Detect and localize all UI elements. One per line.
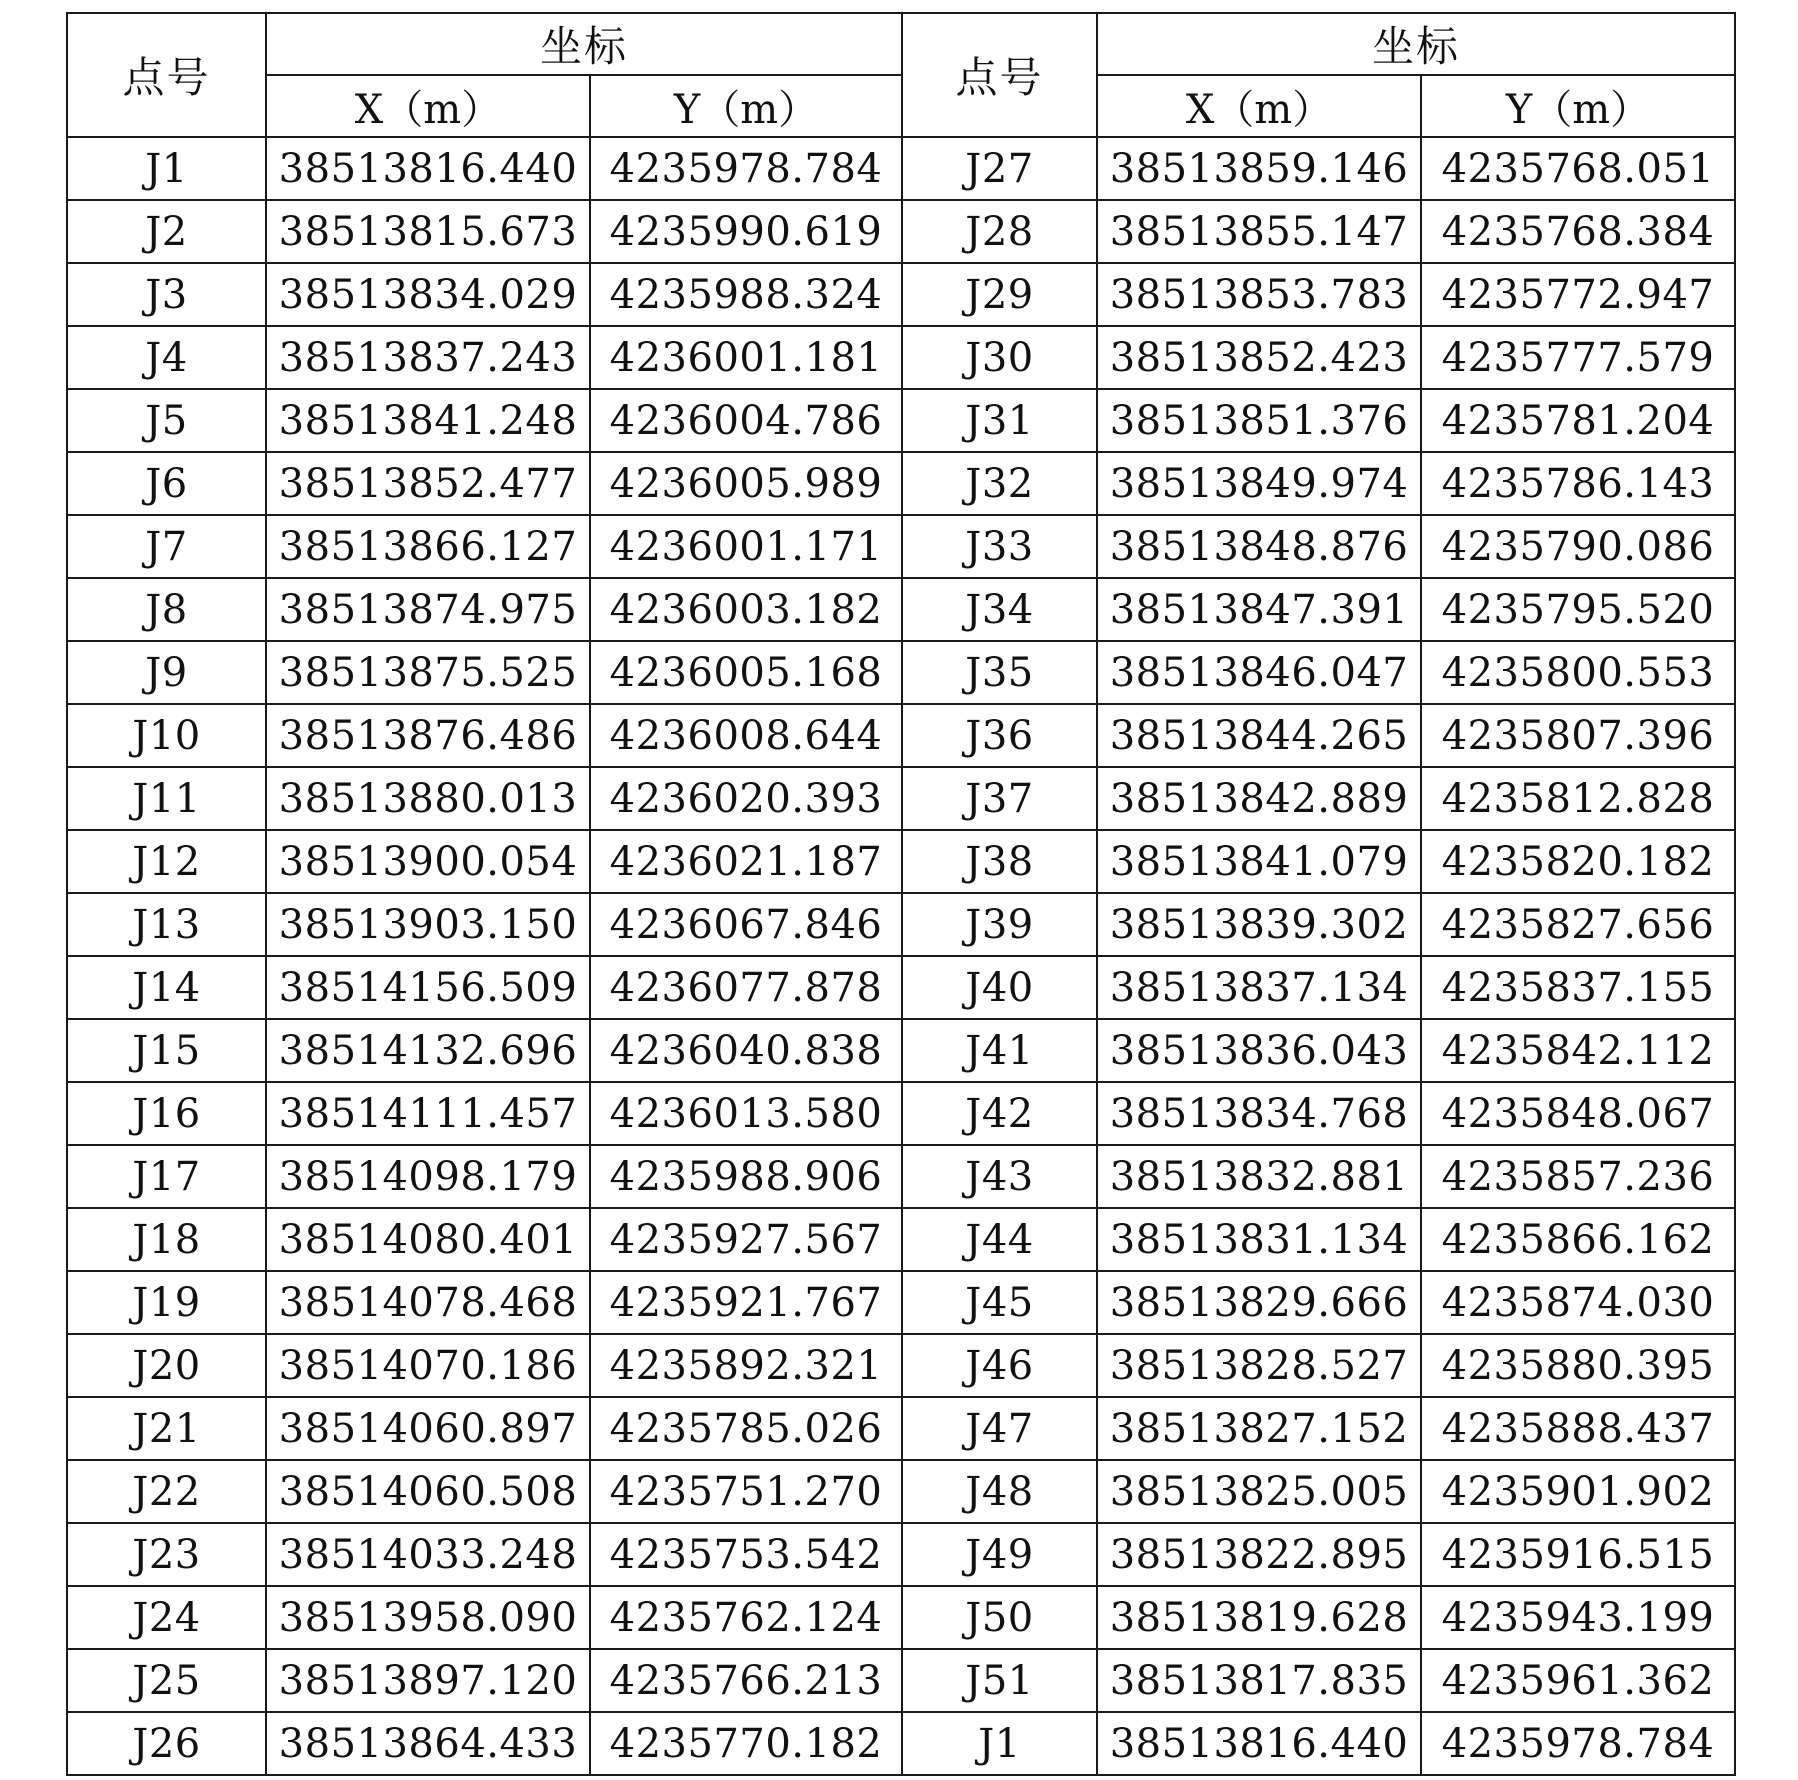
header-y-right: Y（m） [1421,75,1735,137]
table-row [67,326,1735,389]
y-coord-cell-right: 4235827.656 [1421,893,1735,956]
x-coord-cell-left: 38514060.897 [266,1397,590,1460]
point-no-cell-left: J11 [67,767,266,830]
x-coord-cell-left: 38513903.150 [266,893,590,956]
table-row [67,641,1735,704]
y-coord-cell-left: 4235988.324 [590,263,902,326]
point-no-cell-left: J22 [67,1460,266,1523]
table-row [67,200,1735,263]
x-coord-cell-left: 38513876.486 [266,704,590,767]
point-no-cell-left: J10 [67,704,266,767]
x-coord-cell-left: 38514033.248 [266,1523,590,1586]
y-coord-cell-left: 4236077.878 [590,956,902,1019]
x-coord-cell-left: 38514070.186 [266,1334,590,1397]
table-row [67,704,1735,767]
x-coord-cell-left: 38513874.975 [266,578,590,641]
y-coord-cell-right: 4235777.579 [1421,326,1735,389]
table-row [67,1019,1735,1082]
point-no-cell-right: J45 [902,1271,1097,1334]
y-coord-cell-right: 4235820.182 [1421,830,1735,893]
y-coord-cell-right: 4235874.030 [1421,1271,1735,1334]
point-no-cell-left: J16 [67,1082,266,1145]
y-coord-cell-left: 4236004.786 [590,389,902,452]
y-coord-cell-left: 4235921.767 [590,1271,902,1334]
point-no-cell-left: J25 [67,1649,266,1712]
x-coord-cell-right: 38513831.134 [1097,1208,1421,1271]
point-no-cell-right: J35 [902,641,1097,704]
x-coord-cell-right: 38513829.666 [1097,1271,1421,1334]
x-coord-cell-left: 38513852.477 [266,452,590,515]
header-point-no-left: 点号 [67,13,266,137]
header-coord-left: 坐标 [266,13,902,75]
table-row [67,956,1735,1019]
x-coord-cell-right: 38513819.628 [1097,1586,1421,1649]
x-coord-cell-right: 38513844.265 [1097,704,1421,767]
point-no-cell-left: J9 [67,641,266,704]
table-row [67,389,1735,452]
x-coord-cell-right: 38513828.527 [1097,1334,1421,1397]
x-coord-cell-right: 38513827.152 [1097,1397,1421,1460]
y-coord-cell-left: 4235988.906 [590,1145,902,1208]
table-row [67,1586,1735,1649]
header-x-right: X（m） [1097,75,1421,137]
header-point-no-right: 点号 [902,13,1097,137]
point-no-cell-left: J14 [67,956,266,1019]
x-coord-cell-right: 38513851.376 [1097,389,1421,452]
x-coord-cell-right: 38513849.974 [1097,452,1421,515]
y-coord-cell-left: 4235751.270 [590,1460,902,1523]
table-row [67,1334,1735,1397]
point-no-cell-left: J8 [67,578,266,641]
y-coord-cell-right: 4235812.828 [1421,767,1735,830]
x-coord-cell-right: 38513839.302 [1097,893,1421,956]
table-header [67,13,1735,137]
y-coord-cell-left: 4236020.393 [590,767,902,830]
point-no-cell-right: J46 [902,1334,1097,1397]
x-coord-cell-left: 38514080.401 [266,1208,590,1271]
point-no-cell-right: J31 [902,389,1097,452]
x-coord-cell-right: 38513836.043 [1097,1019,1421,1082]
x-coord-cell-right: 38513825.005 [1097,1460,1421,1523]
point-no-cell-left: J24 [67,1586,266,1649]
y-coord-cell-right: 4235866.162 [1421,1208,1735,1271]
x-coord-cell-left: 38513864.433 [266,1712,590,1775]
point-no-cell-right: J47 [902,1397,1097,1460]
x-coord-cell-left: 38513958.090 [266,1586,590,1649]
y-coord-cell-left: 4235892.321 [590,1334,902,1397]
y-coord-cell-left: 4235785.026 [590,1397,902,1460]
table-row [67,1082,1735,1145]
point-no-cell-right: J42 [902,1082,1097,1145]
x-coord-cell-right: 38513847.391 [1097,578,1421,641]
header-row-top [67,13,1735,75]
header-x-left: X（m） [266,75,590,137]
point-no-cell-right: J30 [902,326,1097,389]
point-no-cell-right: J27 [902,137,1097,200]
x-coord-cell-right: 38513852.423 [1097,326,1421,389]
point-no-cell-right: J32 [902,452,1097,515]
x-coord-cell-right: 38513822.895 [1097,1523,1421,1586]
y-coord-cell-right: 4235786.143 [1421,452,1735,515]
y-coord-cell-right: 4235790.086 [1421,515,1735,578]
point-no-cell-right: J39 [902,893,1097,956]
x-coord-cell-right: 38513842.889 [1097,767,1421,830]
table-row [67,1397,1735,1460]
y-coord-cell-right: 4235916.515 [1421,1523,1735,1586]
x-coord-cell-left: 38514111.457 [266,1082,590,1145]
x-coord-cell-left: 38513897.120 [266,1649,590,1712]
point-no-cell-right: J1 [902,1712,1097,1775]
x-coord-cell-left: 38513866.127 [266,515,590,578]
x-coord-cell-right: 38513853.783 [1097,263,1421,326]
point-no-cell-left: J6 [67,452,266,515]
table-row [67,515,1735,578]
table-row [67,1145,1735,1208]
x-coord-cell-right: 38513816.440 [1097,1712,1421,1775]
point-no-cell-right: J50 [902,1586,1097,1649]
x-coord-cell-left: 38513834.029 [266,263,590,326]
x-coord-cell-left: 38513900.054 [266,830,590,893]
point-no-cell-left: J7 [67,515,266,578]
y-coord-cell-left: 4236001.181 [590,326,902,389]
y-coord-cell-right: 4235800.553 [1421,641,1735,704]
y-coord-cell-right: 4235901.902 [1421,1460,1735,1523]
table-row [67,263,1735,326]
point-no-cell-right: J48 [902,1460,1097,1523]
x-coord-cell-left: 38513875.525 [266,641,590,704]
table-row [67,137,1735,200]
table-row [67,767,1735,830]
y-coord-cell-left: 4236008.644 [590,704,902,767]
point-no-cell-left: J13 [67,893,266,956]
table-row [67,893,1735,956]
x-coord-cell-left: 38514132.696 [266,1019,590,1082]
point-no-cell-right: J36 [902,704,1097,767]
y-coord-cell-left: 4235978.784 [590,137,902,200]
y-coord-cell-right: 4235837.155 [1421,956,1735,1019]
x-coord-cell-right: 38513841.079 [1097,830,1421,893]
point-no-cell-left: J20 [67,1334,266,1397]
point-no-cell-right: J28 [902,200,1097,263]
y-coord-cell-right: 4235781.204 [1421,389,1735,452]
point-no-cell-right: J49 [902,1523,1097,1586]
table-row [67,830,1735,893]
x-coord-cell-right: 38513846.047 [1097,641,1421,704]
y-coord-cell-right: 4235880.395 [1421,1334,1735,1397]
point-no-cell-right: J37 [902,767,1097,830]
table-row [67,452,1735,515]
y-coord-cell-right: 4235888.437 [1421,1397,1735,1460]
point-no-cell-right: J29 [902,263,1097,326]
x-coord-cell-left: 38514060.508 [266,1460,590,1523]
table-row [67,1208,1735,1271]
point-no-cell-right: J38 [902,830,1097,893]
x-coord-cell-left: 38513880.013 [266,767,590,830]
header-row-sub [67,75,1735,137]
x-coord-cell-right: 38513832.881 [1097,1145,1421,1208]
x-coord-cell-left: 38513816.440 [266,137,590,200]
point-no-cell-left: J12 [67,830,266,893]
point-no-cell-right: J51 [902,1649,1097,1712]
point-no-cell-left: J23 [67,1523,266,1586]
y-coord-cell-left: 4236003.182 [590,578,902,641]
x-coord-cell-left: 38513841.248 [266,389,590,452]
point-no-cell-right: J40 [902,956,1097,1019]
point-no-cell-right: J33 [902,515,1097,578]
point-no-cell-left: J5 [67,389,266,452]
header-y-left: Y（m） [590,75,902,137]
y-coord-cell-right: 4235943.199 [1421,1586,1735,1649]
y-coord-cell-right: 4235978.784 [1421,1712,1735,1775]
y-coord-cell-right: 4235848.067 [1421,1082,1735,1145]
point-no-cell-left: J4 [67,326,266,389]
y-coord-cell-right: 4235961.362 [1421,1649,1735,1712]
coordinate-table [66,12,1736,1776]
y-coord-cell-left: 4236040.838 [590,1019,902,1082]
y-coord-cell-right: 4235772.947 [1421,263,1735,326]
table-row [67,1523,1735,1586]
point-no-cell-right: J43 [902,1145,1097,1208]
point-no-cell-left: J3 [67,263,266,326]
y-coord-cell-left: 4236067.846 [590,893,902,956]
y-coord-cell-right: 4235807.396 [1421,704,1735,767]
y-coord-cell-left: 4235753.542 [590,1523,902,1586]
y-coord-cell-right: 4235795.520 [1421,578,1735,641]
point-no-cell-right: J41 [902,1019,1097,1082]
y-coord-cell-left: 4236013.580 [590,1082,902,1145]
x-coord-cell-left: 38513815.673 [266,200,590,263]
table-row [67,578,1735,641]
table-body [67,137,1735,1775]
point-no-cell-left: J26 [67,1712,266,1775]
y-coord-cell-right: 4235768.051 [1421,137,1735,200]
point-no-cell-left: J17 [67,1145,266,1208]
table-row [67,1649,1735,1712]
point-no-cell-left: J1 [67,137,266,200]
point-no-cell-left: J18 [67,1208,266,1271]
x-coord-cell-right: 38513855.147 [1097,200,1421,263]
header-coord-right: 坐标 [1097,13,1735,75]
table-row [67,1271,1735,1334]
table-row [67,1712,1735,1775]
x-coord-cell-right: 38513848.876 [1097,515,1421,578]
y-coord-cell-right: 4235842.112 [1421,1019,1735,1082]
point-no-cell-left: J19 [67,1271,266,1334]
y-coord-cell-left: 4235770.182 [590,1712,902,1775]
point-no-cell-left: J21 [67,1397,266,1460]
x-coord-cell-left: 38514098.179 [266,1145,590,1208]
y-coord-cell-left: 4235766.213 [590,1649,902,1712]
point-no-cell-right: J44 [902,1208,1097,1271]
point-no-cell-left: J2 [67,200,266,263]
y-coord-cell-left: 4235762.124 [590,1586,902,1649]
y-coord-cell-left: 4236001.171 [590,515,902,578]
x-coord-cell-right: 38513859.146 [1097,137,1421,200]
x-coord-cell-right: 38513834.768 [1097,1082,1421,1145]
y-coord-cell-left: 4235990.619 [590,200,902,263]
table-row [67,1460,1735,1523]
point-no-cell-left: J15 [67,1019,266,1082]
x-coord-cell-right: 38513817.835 [1097,1649,1421,1712]
y-coord-cell-right: 4235768.384 [1421,200,1735,263]
y-coord-cell-left: 4236005.989 [590,452,902,515]
y-coord-cell-left: 4235927.567 [590,1208,902,1271]
x-coord-cell-left: 38514156.509 [266,956,590,1019]
x-coord-cell-left: 38514078.468 [266,1271,590,1334]
point-no-cell-right: J34 [902,578,1097,641]
x-coord-cell-left: 38513837.243 [266,326,590,389]
y-coord-cell-left: 4236005.168 [590,641,902,704]
x-coord-cell-right: 38513837.134 [1097,956,1421,1019]
y-coord-cell-right: 4235857.236 [1421,1145,1735,1208]
y-coord-cell-left: 4236021.187 [590,830,902,893]
